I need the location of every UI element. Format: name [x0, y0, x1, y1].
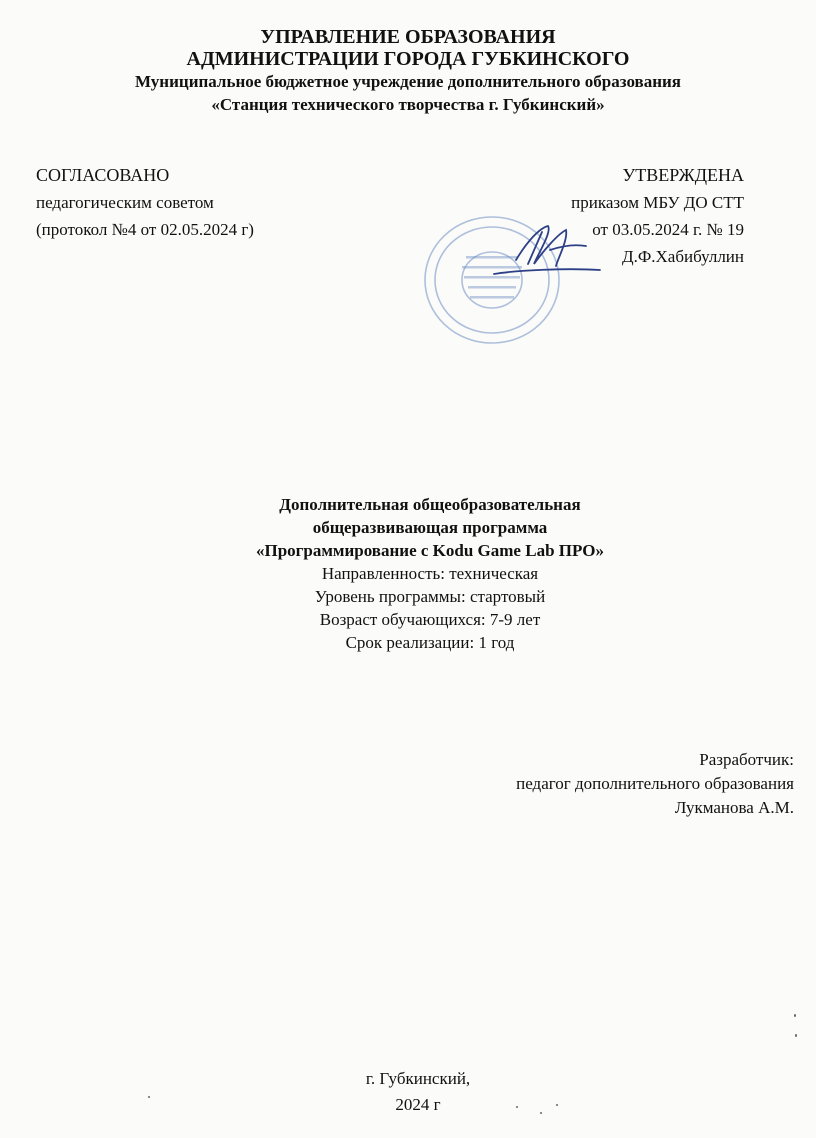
developer-block [516, 748, 794, 820]
header-administration: АДМИНИСТРАЦИИ ГОРОДА ГУБКИНСКОГО [186, 48, 630, 70]
program-term: Срок реализации: 1 год [345, 633, 515, 652]
developer-name: Лукманова А.М. [674, 798, 794, 817]
program-age: Возраст обучающихся: 7-9 лет [319, 610, 541, 629]
approved-order-date: от 03.05.2024 г. № 19 [592, 220, 744, 239]
developer-label: Разработчик: [699, 750, 794, 769]
header-institution: Муниципальное бюджетное учреждение дополнительного образования [134, 72, 681, 91]
scan-speck [540, 1112, 542, 1114]
approved-heading: УТВЕРЖДЕНА [622, 165, 744, 185]
agreed-protocol: (протокол №4 от 02.05.2024 г) [36, 220, 254, 239]
program-level: Уровень программы: стартовый [314, 587, 546, 606]
program-title-line1: Дополнительная общеобразовательная [279, 495, 581, 514]
footer-year: 2024 г [395, 1095, 441, 1114]
approval-agreed-block [36, 162, 254, 243]
program-direction: Направленность: техническая [321, 564, 539, 583]
program-title-block [0, 493, 816, 654]
approved-by-order: приказом МБУ ДО СТТ [571, 193, 744, 212]
scan-speck [794, 1014, 796, 1017]
developer-position: педагог дополнительного образования [516, 774, 794, 793]
document-header [0, 26, 816, 116]
header-institution-name: «Станция технического творчества г. Губкинский» [211, 95, 605, 114]
scan-speck [556, 1104, 558, 1106]
approved-director-name: Д.Ф.Хабибуллин [621, 247, 744, 266]
document-footer [0, 1066, 816, 1118]
header-department: УПРАВЛЕНИЕ ОБРАЗОВАНИЯ [260, 26, 556, 48]
scan-speck [516, 1106, 518, 1108]
scan-speck [148, 1096, 150, 1098]
footer-city: г. Губкинский, [365, 1069, 471, 1088]
agreed-heading: СОГЛАСОВАНО [36, 165, 170, 185]
agreed-by: педагогическим советом [36, 193, 214, 212]
program-title-name: «Программирование с Kodu Game Lab ПРО» [255, 541, 605, 560]
approval-approved-block [414, 162, 744, 270]
program-title-line2: общеразвивающая программа [312, 518, 548, 537]
scan-speck [795, 1034, 797, 1037]
